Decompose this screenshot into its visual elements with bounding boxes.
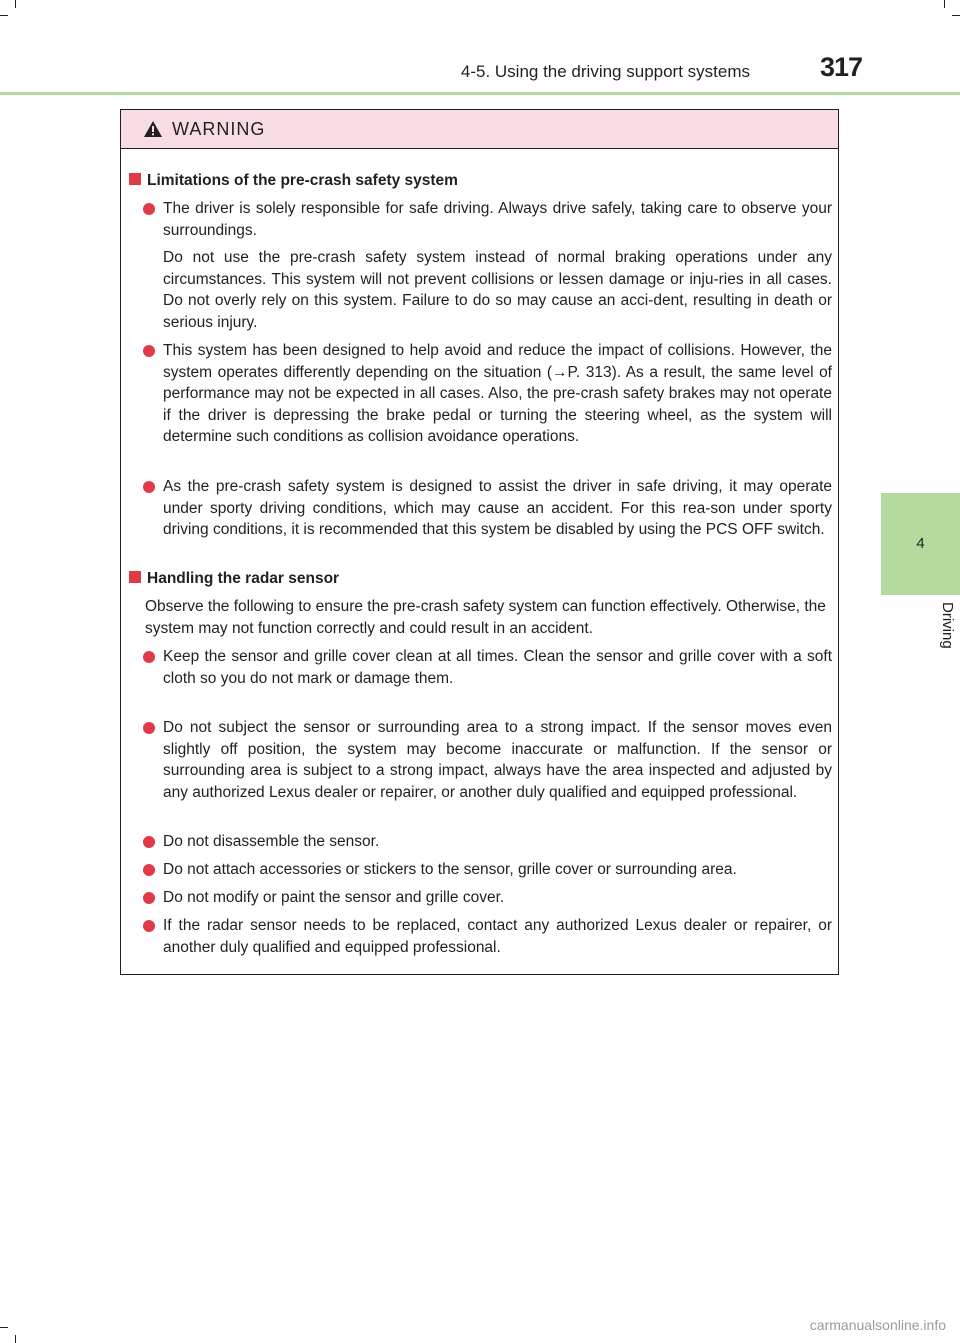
crop-mark	[0, 15, 8, 16]
bullet-text: This system has been designed to help avoid and reduce the impact of collisions. However, the system operates differently depending on the situation (→P. 313). As a result, the same level of performance may not be expected in all cases. Also, the pre-crash safety brakes may not operate if the driver is depressing the brake pedal or turning the steering wheel, as the system will determine such conditions as collision avoidance operations.	[163, 342, 832, 446]
bullet-text: Do not modify or paint the sensor and grille cover.	[163, 889, 505, 906]
square-bullet-icon	[129, 571, 141, 583]
bullet-text: The driver is solely responsible for safe driving. Always drive safely, taking care to observe your surroundings.	[163, 200, 832, 239]
bullet-text: Do not attach accessories or stickers to the sensor, grille cover or surrounding area.	[163, 861, 737, 878]
bullet-text: If the radar sensor needs to be replaced, contact any authorized Lexus dealer or repairer, or another duly qualified and equipped professional.	[163, 917, 832, 956]
round-bullet-icon	[143, 345, 155, 357]
bullet-text: As the pre-crash safety system is designed to assist the driver in safe driving, it may operate under sporty driving conditions, which may cause an accident. For this rea-son under sporty driving conditions, it is recommended that this system be disabled by using the PCS OFF switch.	[163, 478, 832, 539]
warning-header	[121, 110, 838, 149]
header-rule	[0, 92, 960, 95]
watermark-link[interactable]: carmanualsonline.info	[809, 1317, 946, 1333]
round-bullet-icon	[143, 892, 155, 904]
bullet-text: Keep the sensor and grille cover clean at all times. Clean the sensor and grille cover with a soft cloth so you do not mark or damage them.	[163, 648, 832, 687]
section-title: 4-5. Using the driving support systems	[460, 62, 750, 81]
chapter-number: 4	[916, 535, 925, 552]
page-number: 317	[820, 52, 863, 82]
warning-box	[120, 109, 839, 975]
round-bullet-icon	[143, 651, 155, 663]
heading-limitations: Limitations of the pre-crash safety system	[129, 170, 458, 192]
bullet-text: Do not subject the sensor or surrounding area to a strong impact. If the sensor moves even slightly off position, the system may become inaccurate or malfunction. If the sensor or surrounding area is subject to a strong impact, always have the area inspected and adjusted by any authorized Lexus dealer or repairer, or another duly qualified and equipped professional.	[163, 719, 832, 801]
bullet-text: Do not disassemble the sensor.	[163, 833, 380, 850]
crop-mark	[15, 1335, 16, 1343]
round-bullet-icon	[143, 481, 155, 493]
round-bullet-icon	[143, 203, 155, 215]
square-bullet-icon	[129, 173, 141, 185]
chapter-tab[interactable]	[881, 493, 960, 595]
heading-radar-sensor: Handling the radar sensor	[129, 568, 339, 590]
warning-title: WARNING	[172, 118, 266, 139]
round-bullet-icon	[143, 920, 155, 932]
round-bullet-icon	[143, 836, 155, 848]
crop-mark	[0, 1327, 8, 1328]
bullet-text: Do not use the pre-crash safety system instead of normal braking operations under any circumstances. This system will not prevent collisions or lessen damage or inju-ries in all cases. Do not overly rely on this system. Failure to do so may cause an acci-dent, resulting in death or serious injury.	[163, 249, 832, 331]
crop-mark	[952, 15, 960, 16]
round-bullet-icon	[143, 722, 155, 734]
chapter-label: Driving	[939, 602, 956, 649]
warning-triangle-icon	[143, 120, 163, 138]
intro-paragraph: Observe the following to ensure the pre-crash safety system can function effectively. Otherwise, the system may not function correctly and could result in an accident.	[145, 598, 826, 637]
crop-mark	[15, 0, 16, 8]
crop-mark	[944, 0, 945, 8]
round-bullet-icon	[143, 864, 155, 876]
